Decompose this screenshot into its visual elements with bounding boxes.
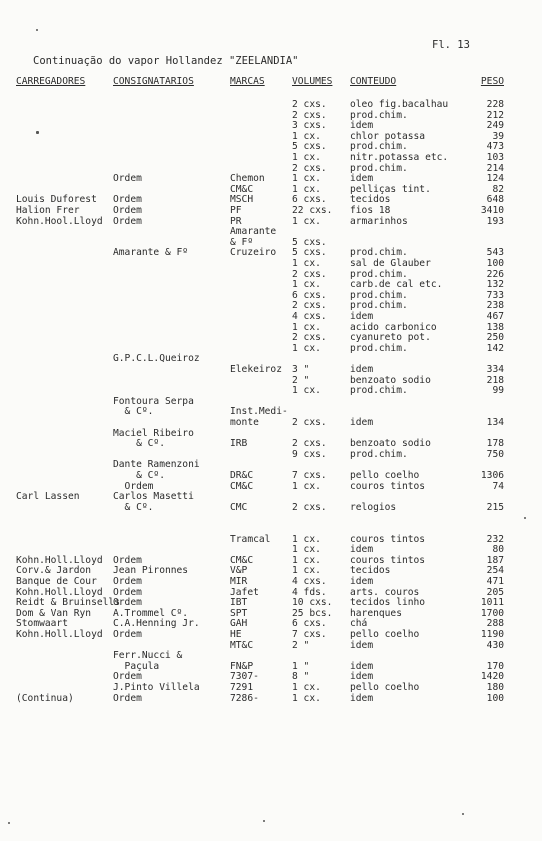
cell-consignatario: Ordem [113,173,142,185]
table-row [0,247,542,258]
cell-conteudo: fios 18 [350,205,391,216]
cell-carregador: Banque de Cour [16,576,97,587]
cell-marca: CM&C [230,480,254,492]
table-row [0,682,542,693]
cell-marca: Jafet [230,586,259,598]
cell-conteudo: idem [350,692,374,704]
cell-consignatario: Ordem [113,205,142,216]
cell-conteudo: idem [350,417,374,428]
cell-consignatario: A.Trommel Cº. [113,607,189,619]
cell-consignatario: Ordem [113,692,142,704]
cell-marca: monte [230,417,259,428]
cell-consignatario: Carlos Masetti [113,491,194,503]
table-row [0,332,542,343]
table-row [0,417,542,428]
cell-conteudo: pello coelho [350,470,420,481]
table-row [0,205,542,216]
cell-conteudo: chlor potassa [350,130,426,142]
cell-peso: 134 [486,417,504,428]
cell-volumes: 2 cxs. [292,162,327,174]
table-row [0,110,542,121]
cell-consignatario: J.Pinto Villela [113,682,200,693]
cell-conteudo: prod.chim. [350,385,408,397]
table-row [0,428,542,439]
cell-consignatario: Ordem [113,194,142,206]
cell-carregador: Kohn.Holl.Lloyd [16,554,103,566]
ink-speck [36,29,38,31]
cell-peso: 178 [486,438,504,450]
cell-peso: 138 [486,321,504,333]
cell-consignatario: Ordem [113,597,142,609]
cell-peso: 142 [486,342,504,354]
cell-conteudo: idem [350,311,374,322]
cell-marca: MSCH [230,194,254,206]
cell-conteudo: chá [350,618,368,630]
folio-number: Fl. 13 [432,39,470,51]
cell-volumes: 1 cx. [292,554,321,566]
cell-volumes: 25 bcs. [292,607,333,619]
cell-peso: 3410 [480,205,504,216]
cell-marca: & Fº [230,236,254,248]
cell-peso: 238 [486,300,504,312]
table-row [0,163,542,174]
cell-consignatario: & Cº. [113,406,154,418]
cell-peso: 1420 [480,671,504,683]
cell-volumes: 4 cxs. [292,576,327,587]
table-row [0,597,542,608]
cell-conteudo: tecidos [350,565,391,577]
table-row [0,671,542,682]
cell-marca: GAH [230,618,248,630]
cell-peso: 250 [486,332,504,344]
cell-conteudo: prod.chim. [350,141,408,153]
table-row [0,237,542,248]
table-row [0,120,542,131]
cell-volumes: 2 cxs. [292,268,327,280]
cell-marca: V&P [230,565,248,577]
cell-carregador: Corv.& Jardon [16,565,92,577]
cell-volumes: 2 " [292,374,310,386]
cell-marca: DR&C [230,470,254,481]
table-row [0,502,542,513]
table-row [0,512,542,523]
table-row [0,470,542,481]
cell-marca: 7286- [230,692,259,704]
cell-volumes: 5 cxs. [292,236,327,248]
cell-peso: 193 [486,215,504,227]
cell-conteudo: prod.chim. [350,300,408,312]
cell-consignatario: Fontoura Serpa [113,395,194,407]
cell-peso: 473 [486,141,504,153]
cell-marca: IBT [230,597,248,609]
cell-peso: 254 [486,565,504,577]
cell-conteudo: idem [350,364,374,375]
table-row [0,608,542,619]
cell-peso: 249 [486,120,504,132]
cell-conteudo: nitr.potassa etc. [350,152,449,163]
cell-peso: 100 [486,692,504,704]
cell-peso: 74 [492,480,504,492]
cell-peso: 215 [486,501,504,513]
cell-conteudo: couros tintos [350,480,426,492]
cell-volumes: 3 cxs. [292,120,327,132]
table-row [0,226,542,237]
table-row [0,269,542,280]
ink-speck [36,131,39,134]
cell-consignatario: Dante Ramenzoni [113,459,200,471]
cell-conteudo: prod.chim. [350,109,408,121]
cell-peso: 124 [486,173,504,185]
cell-conteudo: idem [350,660,374,672]
cell-conteudo: cyanureto pot. [350,332,431,344]
cell-volumes: 4 fds. [292,586,327,598]
cell-marca: Inst.Medi- [230,406,288,418]
table-row [0,618,542,629]
cell-volumes: 1 cx. [292,385,321,397]
table-row [0,523,542,534]
cell-volumes: 2 cxs. [292,501,327,513]
cell-conteudo: armarinhos [350,215,408,227]
col-header-carregadores: CARREGADORES [16,76,86,87]
cell-conteudo: idem [350,544,374,556]
cell-carregador: Kohn.Holl.Lloyd [16,629,103,640]
cell-conteudo: arts. couros [350,586,420,598]
cell-consignatario: G.P.C.L.Queiroz [113,353,200,365]
cell-conteudo: pello coelho [350,682,420,693]
cell-peso: 467 [486,311,504,322]
cell-volumes: 1 cx. [292,279,321,291]
table-row [0,406,542,417]
table-row [0,481,542,492]
table-row [0,534,542,545]
cell-peso: 170 [486,660,504,672]
cell-peso: 288 [486,618,504,630]
cell-conteudo: idem [350,576,374,587]
cell-conteudo: prod.chim. [350,289,408,301]
cell-volumes: 1 cx. [292,130,321,142]
table-row [0,640,542,651]
cell-conteudo: couros tintos [350,533,426,545]
table-row [0,141,542,152]
cell-carregador: Stomwaart [16,618,68,630]
cell-volumes: 1 " [292,660,310,672]
cell-conteudo: harenques [350,607,402,619]
cell-conteudo: tecidos [350,194,391,206]
cell-peso: 99 [492,385,504,397]
cell-marca: Elekeiroz [230,364,282,375]
cell-marca: CMC [230,501,248,513]
cell-marca: FN&P [230,660,254,672]
cell-volumes: 2 cxs. [292,332,327,344]
cell-conteudo: prod.chim. [350,448,408,460]
ink-speck [263,820,265,822]
table-row [0,587,542,598]
table-row [0,396,542,407]
column-header-row [0,76,542,87]
cell-peso: 212 [486,109,504,121]
cell-peso: 648 [486,194,504,206]
table-row [0,194,542,205]
cell-volumes: 2 " [292,639,310,651]
cell-consignatario: Ordem [113,629,142,640]
cell-volumes: 1 cx. [292,173,321,185]
cell-volumes: 6 cxs. [292,194,327,206]
cell-volumes: 10 cxs. [292,597,333,609]
table-row [0,216,542,227]
table-row [0,650,542,661]
cell-peso: 187 [486,554,504,566]
cell-conteudo: idem [350,120,374,132]
cell-conteudo: tecidos linho [350,597,426,609]
cell-consignatario: & Cº. [113,438,165,450]
cell-volumes: 1 cx. [292,258,321,269]
table-row [0,449,542,460]
cell-volumes: 2 cxs. [292,438,327,450]
col-header-conteudo: CONTEUDO [350,76,397,87]
col-header-volumes: VOLUMES [292,76,333,87]
table-row [0,343,542,354]
cell-peso: 226 [486,268,504,280]
cell-volumes: 1 cx. [292,682,321,693]
cell-volumes: 9 cxs. [292,448,327,460]
cell-volumes: 1 cx. [292,692,321,704]
table-row [0,152,542,163]
cell-peso: 100 [486,258,504,269]
cell-volumes: 7 cxs. [292,470,327,481]
table-row [0,184,542,195]
cell-consignatario: Ordem [113,576,142,587]
table-row [0,438,542,449]
cell-volumes: 6 cxs. [292,618,327,630]
cell-peso: 733 [486,289,504,301]
cell-conteudo: prod.chim. [350,342,408,354]
table-row [0,544,542,555]
cell-conteudo: benzoato sodio [350,374,431,386]
cell-volumes: 5 cxs. [292,247,327,259]
cell-carregador: Halion Frer [16,205,80,216]
cell-volumes: 1 cx. [292,183,321,195]
cell-volumes: 2 cxs. [292,417,327,428]
cell-peso: 1700 [480,607,504,619]
cell-conteudo: couros tintos [350,554,426,566]
cell-carregador: Louis Duforest [16,194,97,206]
cell-peso: 543 [486,247,504,259]
col-header-consignatarios: CONSIGNATARIOS [113,76,194,87]
cell-volumes: 6 cxs. [292,289,327,301]
cell-conteudo: sal de Glauber [350,258,431,269]
cell-marca: Cruzeiro [230,247,277,259]
cell-conteudo: pelliças tint. [350,183,431,195]
cell-volumes: 1 cx. [292,215,321,227]
cell-volumes: 3 " [292,364,310,375]
table-row [0,375,542,386]
cell-marca: IRB [230,438,248,450]
cell-carregador: Carl Lassen [16,491,80,503]
cell-marca: MIR [230,576,248,587]
cell-conteudo: prod.chim. [350,268,408,280]
table-row [0,300,542,311]
table-row [0,290,542,301]
table-row [0,131,542,142]
cell-consignatario: Maciel Ribeiro [113,427,194,439]
cell-conteudo: prod.chim. [350,247,408,259]
cell-marca: CM&C [230,183,254,195]
cell-marca: MT&C [230,639,254,651]
cell-marca: 7307- [230,671,259,683]
cell-marca: 7291 [230,682,254,693]
cell-consignatario: & Cº. [113,501,154,513]
table-row [0,311,542,322]
cell-conteudo: acido carbonico [350,321,437,333]
cell-peso: 39 [492,130,504,142]
table-row [0,565,542,576]
table-row [0,279,542,290]
cell-consignatario: Paçula [113,660,160,672]
cell-peso: 132 [486,279,504,291]
cell-consignatario: & Cº. [113,470,165,481]
cell-volumes: 2 cxs. [292,300,327,312]
cell-carregador: Kohn.Hool.Lloyd [16,215,103,227]
cell-consignatario: Ordem [113,215,142,227]
cell-volumes: 22 cxs. [292,205,333,216]
cell-volumes: 1 cx. [292,544,321,556]
cell-peso: 750 [486,448,504,460]
cell-conteudo: benzoato sodio [350,438,431,450]
cell-consignatario: Jean Pironnes [113,565,189,577]
cell-consignatario: Ordem [113,554,142,566]
cell-marca: PR [230,215,242,227]
table-row [0,459,542,470]
cell-peso: 334 [486,364,504,375]
col-header-peso: PESO [480,76,504,87]
table-row [0,385,542,396]
cell-peso: 228 [486,99,504,110]
cell-volumes: 8 " [292,671,310,683]
cell-volumes: 2 cxs. [292,99,327,110]
table-row [0,576,542,587]
cell-marca: HE [230,629,242,640]
cell-conteudo: pello coelho [350,629,420,640]
table-row [0,258,542,269]
cell-volumes: 1 cx. [292,533,321,545]
cell-consignatario: Ordem [113,586,142,598]
cell-marca: CM&C [230,554,254,566]
cell-marca: Tramcal [230,533,271,545]
cell-conteudo: idem [350,639,374,651]
cell-volumes: 4 cxs. [292,311,327,322]
cell-peso: 430 [486,639,504,651]
table-row [0,99,542,110]
cell-peso: 471 [486,576,504,587]
cell-conteudo: idem [350,671,374,683]
page-title: Continuação do vapor Hollandez "ZEELANDIA" [33,55,299,67]
table-row [0,629,542,640]
cell-marca: PF [230,205,242,216]
cell-peso: 1306 [480,470,504,481]
cell-peso: 180 [486,682,504,693]
cell-volumes: 1 cx. [292,342,321,354]
table-row [0,322,542,333]
cell-conteudo: prod.chim. [350,162,408,174]
col-header-marcas: MARCAS [230,76,265,87]
cell-peso: 82 [492,183,504,195]
ink-speck [524,517,526,519]
cell-volumes: 2 cxs. [292,109,327,121]
table-row [0,661,542,672]
cell-volumes: 5 cxs. [292,141,327,153]
cell-conteudo: carb.de cal etc. [350,279,443,291]
cell-volumes: 1 cx. [292,480,321,492]
cell-consignatario: Ferr.Nucci & [113,650,183,662]
cell-peso: 232 [486,533,504,545]
cell-volumes: 1 cx. [292,321,321,333]
cell-peso: 214 [486,162,504,174]
table-row [0,364,542,375]
cell-marca: Chemon [230,173,265,185]
cell-volumes: 7 cxs. [292,629,327,640]
cell-peso: 218 [486,374,504,386]
table-row [0,693,542,704]
cell-volumes: 1 cx. [292,152,321,163]
cell-consignatario: Ordem [113,671,142,683]
cell-consignatario: C.A.Henning Jr. [113,618,200,630]
ink-speck [462,813,464,815]
cell-conteudo: idem [350,173,374,185]
table-row [0,491,542,502]
cell-marca: SPT [230,607,248,619]
cell-carregador: (Continua) [16,692,74,704]
cell-volumes: 1 cx. [292,565,321,577]
cell-carregador: Dom & Van Ryn [16,607,92,619]
cell-consignatario: Ordem [113,480,154,492]
cell-peso: 205 [486,586,504,598]
cell-peso: 1190 [480,629,504,640]
cell-carregador: Kohn.Holl.Lloyd [16,586,103,598]
cell-peso: 1011 [480,597,504,609]
table-row [0,555,542,566]
cell-conteudo: relogios [350,501,397,513]
table-row [0,353,542,364]
cell-marca: Amarante [230,226,277,238]
cell-peso: 103 [486,152,504,163]
cell-carregador: Reidt & Bruinsells [16,597,120,609]
cell-consignatario: Amarante & Fº [113,247,189,259]
cell-peso: 80 [492,544,504,556]
table-row [0,173,542,184]
cell-conteudo: oleo fig.bacalhau [350,99,449,110]
ink-speck [8,822,10,824]
